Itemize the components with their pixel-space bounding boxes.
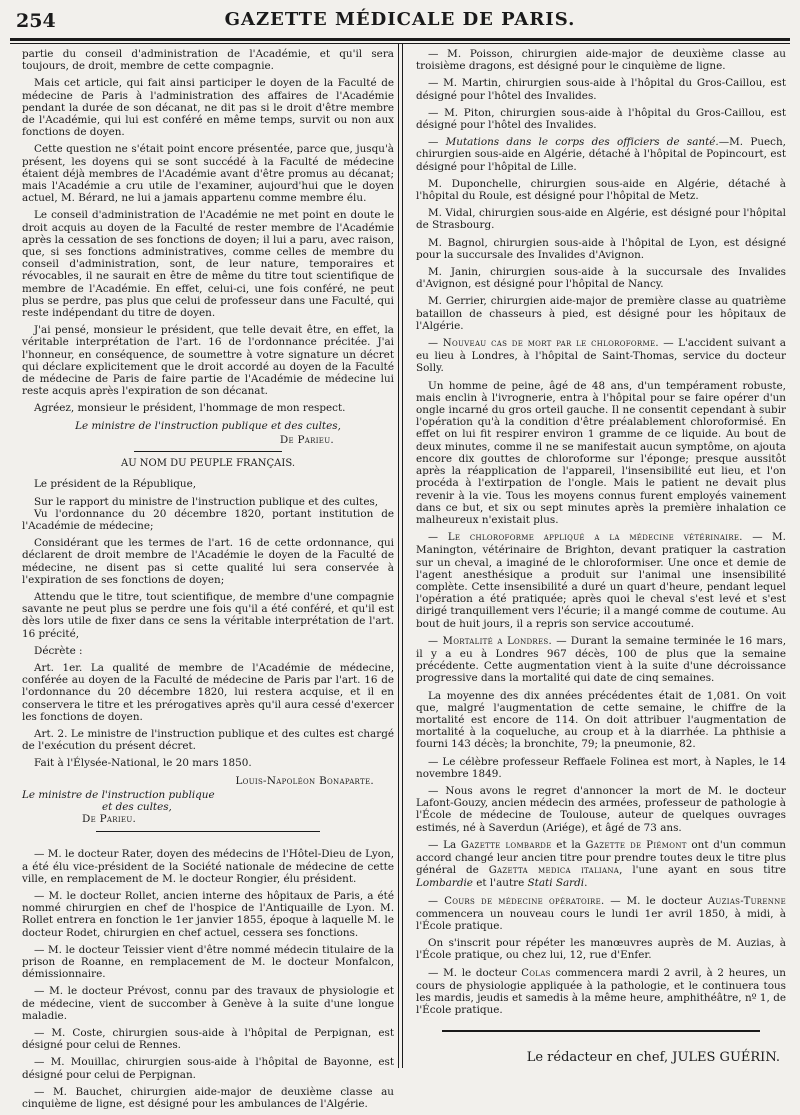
paragraph: Mais cet article, qui fait ainsi participer le doyen de la Faculté de médecine de Paris à l'administration des affaires de l'Académie pendant la durée de son décanat, ne dit pas si le droit d'être membre de l'Académie, qui lui est conféré en même temps, survit ou non aux fonctions de doyen. bbox=[22, 77, 394, 139]
person-name: Colas bbox=[521, 967, 551, 979]
news-item: — M. Martin, chirurgien sous-aide à l'hôpital du Gros-Caillou, est désigné pour l'hôtel des Invalides. bbox=[416, 77, 786, 102]
news-item: Un homme de peine, âgé de 48 ans, d'un tempérament robuste, mais enclin à l'ivrognerie, entra à l'hôpital pour se faire opérer d'un ongle incarné du gros orteil gauche. Il ne consentit cependant à subir l'opération qu'à la condition d'être préalablement chloroformisé. En effet on lui fit respirer environ 1 gramme de ce liquide. Au bout de deux minutes, comme il ne se manifestait aucun symptôme, on ajouta encore dix gouttes de chloroforme sur l'éponge; presque aussitôt après la réapplication de l'appareil, l'insensibilité eut lieu, et l'on procéda à l'extirpation de l'ongle. Mais le patient ne devait plus revenir à la vie. Tous les moyens connus furent employés vainement dans ce but, et six ou sept minutes après la première inhalation ce malheureux n'existait plus. bbox=[416, 379, 786, 526]
header-rule-thick bbox=[10, 38, 790, 41]
news-item: M. Janin, chirurgien sous-aide à la succursale des Invalides d'Avignon, est désigné pour l'hôpital de Nancy. bbox=[416, 266, 786, 291]
news-item bbox=[416, 531, 786, 630]
news-text: commencera un nouveau cours le lundi 1er avril 1850, à midi, à l'École pratique. bbox=[416, 907, 786, 932]
news-item bbox=[416, 635, 786, 685]
news-item bbox=[416, 337, 786, 375]
news-item: On s'inscrit pour répéter les manœuvres auprès de M. Auzias, à l'École pratique, ou chez lui, 12, rue d'Enfer. bbox=[416, 937, 786, 962]
column-divider bbox=[398, 44, 399, 1068]
news-item: — Nous avons le regret d'annoncer la mort de M. le docteur Lafont-Gouzy, ancien médecin des armées, professeur de pathologie à l'École de médecine de Toulouse, auteur de quelques ouvrages estimés, né à Saverdun (Ariége), et âgé de 73 ans. bbox=[416, 784, 786, 834]
news-item: — M. Poisson, chirurgien aide-major de deuxième classe au troisième dragons, est désigné pour le cinquième de ligne. bbox=[416, 48, 786, 73]
section-heading: — Nouveau cas de mort par le chloroforme. bbox=[428, 338, 659, 350]
news-item: — M. le docteur Prévost, connu par des travaux de physiologie et de médecine, vient de succomber à Genève à la suite d'une longue maladie. bbox=[22, 985, 394, 1022]
column-divider-second bbox=[402, 44, 403, 1068]
news-item: La moyenne des dix années précédentes était de 1,081. On voit que, malgré l'augmentation de cette semaine, le chiffre de la mortalité est encore de 114. On doit attribuer l'augmentation de mortalité à la coqueluche, au croup et à la diarrhée. La phthisie a fourni 143 décès; la bronchite, 79; la pneumonie, 82. bbox=[416, 689, 786, 751]
news-text: et l'autre bbox=[472, 877, 528, 890]
news-item: — M. Bauchet, chirurgien aide-major de deuxième classe au cinquième de ligne, est désigné pour les ambulances de l'Algérie. bbox=[22, 1085, 394, 1111]
paragraph: J'ai pensé, monsieur le président, que telle devait être, en effet, la véritable interprétation de l'art. 16 de l'ordonnance précitée. J'ai l'honneur, en conséquence, de soumettre à votre signature un décret qui déclare explicitement que le droit accordé au doyen de la Faculté de médecine de Paris de faire partie de l'Académie de médecine lui reste acquis après l'expiration de son décanat. bbox=[22, 324, 394, 398]
decree-date: Fait à l'Élysée-National, le 20 mars 1850. bbox=[34, 757, 252, 770]
editor-signature: Le rédacteur en chef, JULES GUÉRIN. bbox=[526, 1050, 780, 1066]
news-text: — Durant la semaine terminée le 16 mars, il y a eu à Londres 967 décès, 100 de plus que la semaine précédente. Cette augmentation vient à la suite d'une décroissance progressive dans la mortalité qui date de cinq semaines. bbox=[416, 634, 786, 685]
news-item: M. Vidal, chirurgien sous-aide en Algérie, est désigné pour l'hôpital de Strasbourg. bbox=[416, 207, 786, 232]
news-item: M. Gerrier, chirurgien aide-major de première classe au quatrième bataillon de chasseurs à pied, est désigné pour les hôpitaux de l'Algérie. bbox=[416, 295, 786, 332]
news-item: — Le célèbre professeur Reffaele Folinea est mort, à Naples, le 14 novembre 1849. bbox=[416, 755, 786, 780]
decree-line: Attendu que le titre, tout scientifique, de membre d'une compagnie savante ne peut plus se perdre une fois qu'il a été conféré, et qu'il est dès lors utile de fixer dans ce sens la véritable interprétation de l'art. 16 précité, bbox=[22, 590, 394, 640]
news-text: — M. Manington, vétérinaire de Brighton, devant pratiquer la castration sur un cheval, a imaginé de le chloroformiser. Une once et demie de l'agent anesthésique a produit sur l'animal une insensibilité complète. Cette insensibilité a duré un quart d'heure, pendant lequel l'opération a été pratiquée; après quoi le cheval s'est levé et s'est dirigé tranquillement vers l'écurie; il a mangé comme de coutume. Au bout de huit jours, il a repris son service accoutumé. bbox=[416, 531, 786, 630]
news-text: . bbox=[584, 877, 588, 890]
right-column bbox=[416, 48, 786, 1070]
publication-subtitle: Stati Sardi bbox=[527, 877, 585, 890]
signature-title: et des cultes, bbox=[102, 800, 172, 813]
signature-name: De Parieu. bbox=[82, 813, 137, 826]
publication-subtitle: Lombardie bbox=[416, 877, 473, 890]
decree-line: Sur le rapport du ministre de l'instruction publique et des cultes, bbox=[34, 495, 379, 508]
decree-line: Vu l'ordonnance du 20 décembre 1820, portant institution de l'Académie de médecine; bbox=[22, 507, 394, 532]
divider bbox=[134, 451, 283, 452]
page-header bbox=[0, 0, 800, 36]
paragraph: Agréez, monsieur le président, l'hommage de mon respect. bbox=[34, 402, 346, 415]
news-text: — La bbox=[428, 838, 461, 851]
publication-name: Gazette de Piémont bbox=[585, 839, 687, 851]
news-item: — M. Piton, chirurgien sous-aide à l'hôpital du Gros-Caillou, est désigné pour l'hôtel des Invalides. bbox=[416, 106, 786, 132]
paragraph: Le conseil d'administration de l'Académie ne met point en doute le droit acquis au doyen de la Faculté de rester membre de l'Académie après la cessation de ses fonctions de doyen; il lui a paru, avec raison, que, si ses fonctions administratives, comme celles de membre du conseil d'administration, sont, de leur nature, temporaires et révocables, il ne saurait en être de même du titre tout scientifique de membre de l'Académie. En effet, celui-ci, une fois conféré, ne peut plus se perdre, pas plus que celui de professeur dans une Faculté, qui reste indépendant du titre de doyen. bbox=[22, 209, 394, 320]
section-heading: — Mortalité a Londres. bbox=[428, 635, 552, 647]
news-item bbox=[416, 136, 786, 173]
section-heading: — Mutations dans le corps des officiers de santé. bbox=[428, 136, 719, 149]
left-column bbox=[22, 48, 394, 1115]
signature-title: Le ministre de l'instruction publique bbox=[22, 788, 215, 801]
page-number: 254 bbox=[16, 10, 56, 32]
news-item: — M. Coste, chirurgien sous-aide à l'hôpital de Perpignan, est désigné pour celui de Rennes. bbox=[22, 1027, 394, 1052]
news-item: M. Duponchelle, chirurgien sous-aide en Algérie, détaché à l'hôpital du Roule, est désigné pour l'hôpital de Metz. bbox=[416, 177, 786, 203]
section-heading: — Cours de médecine opératoire. bbox=[428, 895, 605, 907]
signature-name: De Parieu. bbox=[279, 433, 334, 446]
header-rule-thin bbox=[10, 43, 790, 44]
news-text: et la bbox=[551, 838, 586, 851]
paragraph: Cette question ne s'était point encore présentée, parce que, jusqu'à présent, les doyens qui se sont succédé à la Faculté de médecine étaient déjà membres de l'Académie avant d'être promus au décanat; mais l'Académie a cru utile de l'examiner, aujourd'hui que le doyen actuel, M. Bérard, ne lui a jamais appartenu comme membre élu. bbox=[22, 143, 394, 205]
section-heading: — Le chloroforme appliqué a la médecine vétérinaire. bbox=[428, 532, 743, 544]
news-item: — M. le docteur Rater, doyen des médecins de l'Hôtel-Dieu de Lyon, a été élu vice-président de la Société nationale de médecine de cette ville, en remplacement de M. le docteur Rongier, élu président. bbox=[22, 848, 394, 885]
decree-heading: AU NOM DU PEUPLE FRANÇAIS. bbox=[120, 458, 296, 470]
masthead-title: GAZETTE MÉDICALE DE PARIS. bbox=[224, 9, 576, 30]
decree-article: Art. 1er. La qualité de membre de l'Académie de médecine, conférée au doyen de la Faculté de médecine de Paris par l'art. 16 de l'ordonnance du 20 décembre 1820, lui restera acquise, et il en conservera le titre et les prérogatives après qu'il aura cessé d'exercer les fonctions de doyen. bbox=[22, 661, 394, 723]
news-text: — L'accident suivant a eu lieu à Londres, à l'hôpital de Saint-Thomas, service du docteur Solly. bbox=[416, 337, 786, 375]
decree-line: Décrète : bbox=[34, 644, 83, 657]
news-text: commencera mardi 2 avril, à 2 heures, un cours de physiologie appliquée à la pathologie, et le continuera tous les mardis, jeudis et samedis à la même heure, amphithéâtre, nº 1, de l'École pratique. bbox=[416, 966, 786, 1017]
news-text: — M. le docteur bbox=[428, 966, 522, 979]
paragraph: partie du conseil d'administration de l'Académie, et qu'il sera toujours, de droit, membre de cette compagnie. bbox=[22, 48, 394, 73]
news-item: — M. Mouillac, chirurgien sous-aide à l'hôpital de Bayonne, est désigné pour celui de Perpignan. bbox=[22, 1056, 394, 1081]
signature-title: Le ministre de l'instruction publique et des cultes, bbox=[75, 419, 341, 432]
news-item: — M. le docteur Teissier vient d'être nommé médecin titulaire de la prison de Roanne, en remplacement de M. le docteur Monfalcon, démissionnaire. bbox=[22, 943, 394, 981]
news-text: , l'une ayant en sous titre bbox=[619, 864, 786, 877]
news-text: — M. le docteur bbox=[604, 894, 708, 907]
news-item: — M. le docteur Rollet, ancien interne des hôpitaux de Paris, a été nommé chirurgien en chef de l'hospice de l'Antiquaille de Lyon. M. Rollet entrera en fonction le 1er janvier 1855, époque à laquelle M. le docteur Rodet, chirurgien en chef actuel, cessera ses fonctions. bbox=[22, 889, 394, 939]
news-text: ont d'un commun accord changé leur ancien titre pour prendre toutes deux le titre plus général de bbox=[416, 838, 786, 877]
publication-name: Gazetta medica italiana bbox=[488, 865, 620, 877]
signature-name: Louis-Napoléon Bonaparte. bbox=[235, 774, 374, 787]
publication-name: Gazette lombarde bbox=[460, 839, 552, 851]
divider bbox=[96, 831, 319, 832]
decree-article: Art. 2. Le ministre de l'instruction publique et des cultes est chargé de l'exécution du présent décret. bbox=[22, 727, 394, 753]
news-item bbox=[416, 839, 786, 890]
person-name: Auzias-Turenne bbox=[707, 895, 787, 907]
news-item: M. Bagnol, chirurgien sous-aide à l'hôpital de Lyon, est désigné pour la succursale des Invalides d'Avignon. bbox=[416, 236, 786, 261]
decree-line: Considérant que les termes de l'art. 16 de cette ordonnance, qui déclarent de droit membre de l'Académie le doyen de la Faculté de médecine, ne disent pas si cette qualité lui sera conservée à l'expiration de ses fonctions de doyen; bbox=[22, 537, 394, 586]
news-text: —M. Puech, chirurgien sous-aide en Algérie, détaché à l'hôpital de Popincourt, est désigné pour l'hôpital de Lille. bbox=[416, 136, 786, 173]
decree-line: Le président de la République, bbox=[34, 478, 197, 491]
news-item bbox=[416, 967, 786, 1017]
divider bbox=[442, 1030, 760, 1032]
news-item bbox=[416, 895, 786, 933]
